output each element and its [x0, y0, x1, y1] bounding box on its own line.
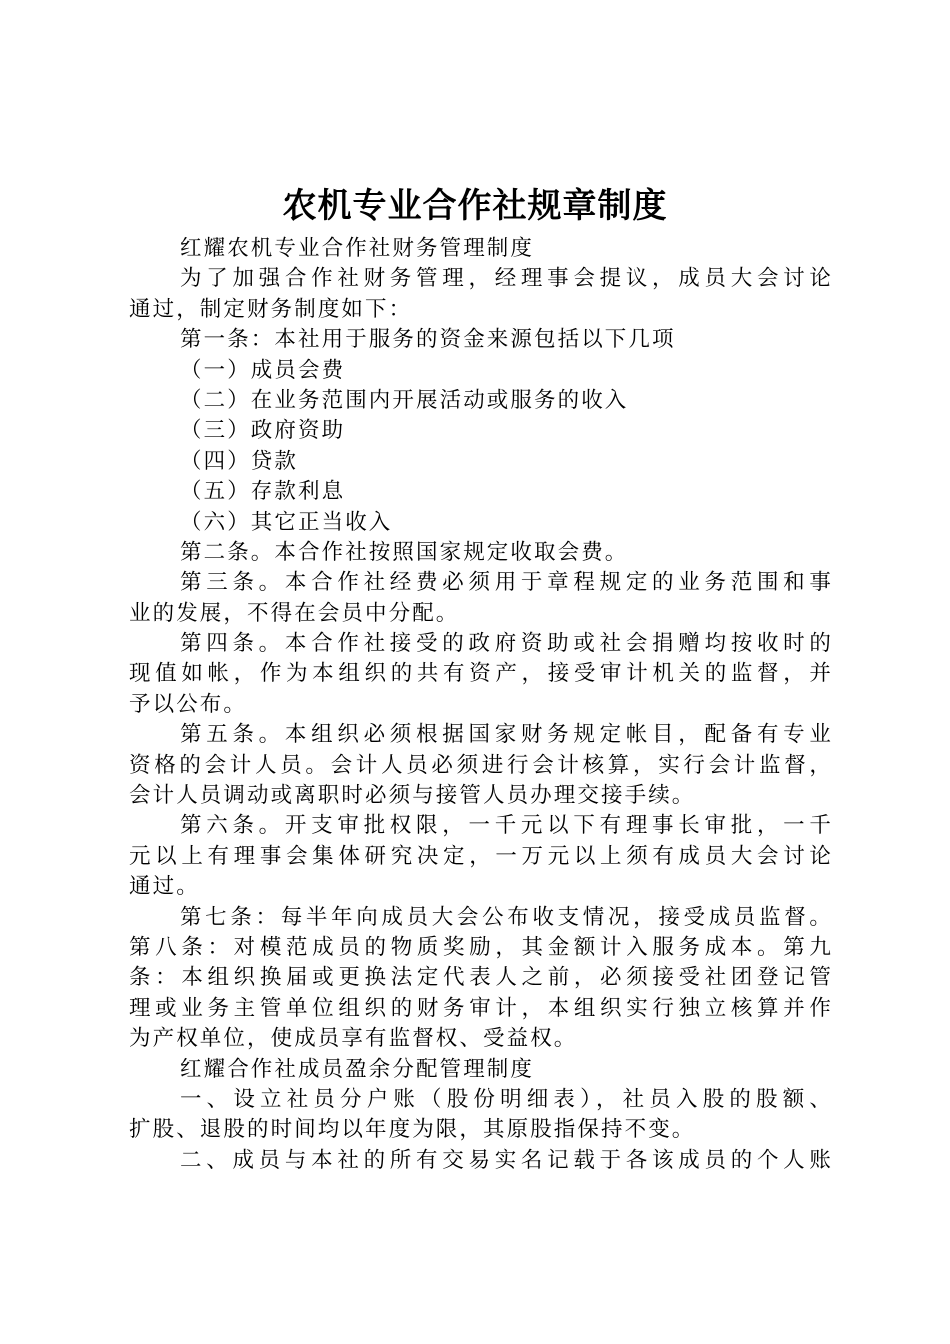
- body-line: 第八条：对模范成员的物质奖励，其金额计入服务成本。第九: [129, 934, 833, 960]
- body-line: 通过，制定财务制度如下：: [129, 296, 413, 322]
- body-line: 现值如帐，作为本组织的共有资产，接受审计机关的监督，并: [129, 661, 833, 687]
- body-line: 第六条。开支审批权限，一千元以下有理事长审批，一千: [180, 813, 833, 839]
- body-line: 第一条：本社用于服务的资金来源包括以下几项: [180, 327, 676, 353]
- body-line: 理或业务主管单位组织的财务审计，本组织实行独立核算并作: [129, 995, 833, 1021]
- body-line: 扩股、退股的时间均以年度为限，其原股指保持不变。: [129, 1117, 696, 1143]
- body-line: （六）其它正当收入: [180, 509, 393, 535]
- body-line: 二、成员与本社的所有交易实名记载于各该成员的个人账: [180, 1147, 833, 1173]
- body-line: 第四条。本合作社接受的政府资助或社会捐赠均按收时的: [180, 631, 833, 657]
- body-line: 红耀农机专业合作社财务管理制度: [180, 236, 535, 261]
- body-line: （五）存款利息: [180, 479, 346, 505]
- body-line: （四）贷款: [180, 448, 299, 474]
- body-line: （一）成员会费: [180, 357, 346, 383]
- document-title: 农机专业合作社规章制度: [282, 186, 668, 226]
- body-line: 元以上有理事会集体研究决定，一万元以上须有成员大会讨论: [129, 843, 833, 869]
- body-line: 通过。: [129, 874, 200, 900]
- body-line: 红耀合作社成员盈余分配管理制度: [180, 1056, 535, 1082]
- body-line: 为了加强合作社财务管理，经理事会提议，成员大会讨论: [180, 266, 833, 292]
- body-line: 业的发展，不得在会员中分配。: [129, 600, 460, 626]
- body-line: 一、设立社员分户账（股份明细表），社员入股的股额、: [180, 1086, 833, 1112]
- body-line: 予以公布。: [129, 691, 248, 717]
- body-line: 资格的会计人员。会计人员必须进行会计核算，实行会计监督，: [129, 752, 833, 778]
- document-body: [129, 234, 833, 1176]
- body-line: 为产权单位，使成员享有监督权、受益权。: [129, 1026, 578, 1052]
- body-line: 第七条：每半年向成员大会公布收支情况，接受成员监督。: [180, 904, 833, 930]
- body-line: 会计人员调动或离职时必须与接管人员办理交接手续。: [129, 783, 696, 809]
- body-line: 条：本组织换届或更换法定代表人之前，必须接受社团登记管: [129, 965, 833, 991]
- body-line: 第三条。本合作社经费必须用于章程规定的业务范围和事: [180, 570, 833, 596]
- body-line: 第二条。本合作社按照国家规定收取会费。: [180, 539, 629, 565]
- body-line: （三）政府资助: [180, 418, 346, 444]
- body-line: （二）在业务范围内开展活动或服务的收入: [180, 387, 629, 413]
- body-line: 第五条。本组织必须根据国家财务规定帐目，配备有专业: [180, 722, 833, 748]
